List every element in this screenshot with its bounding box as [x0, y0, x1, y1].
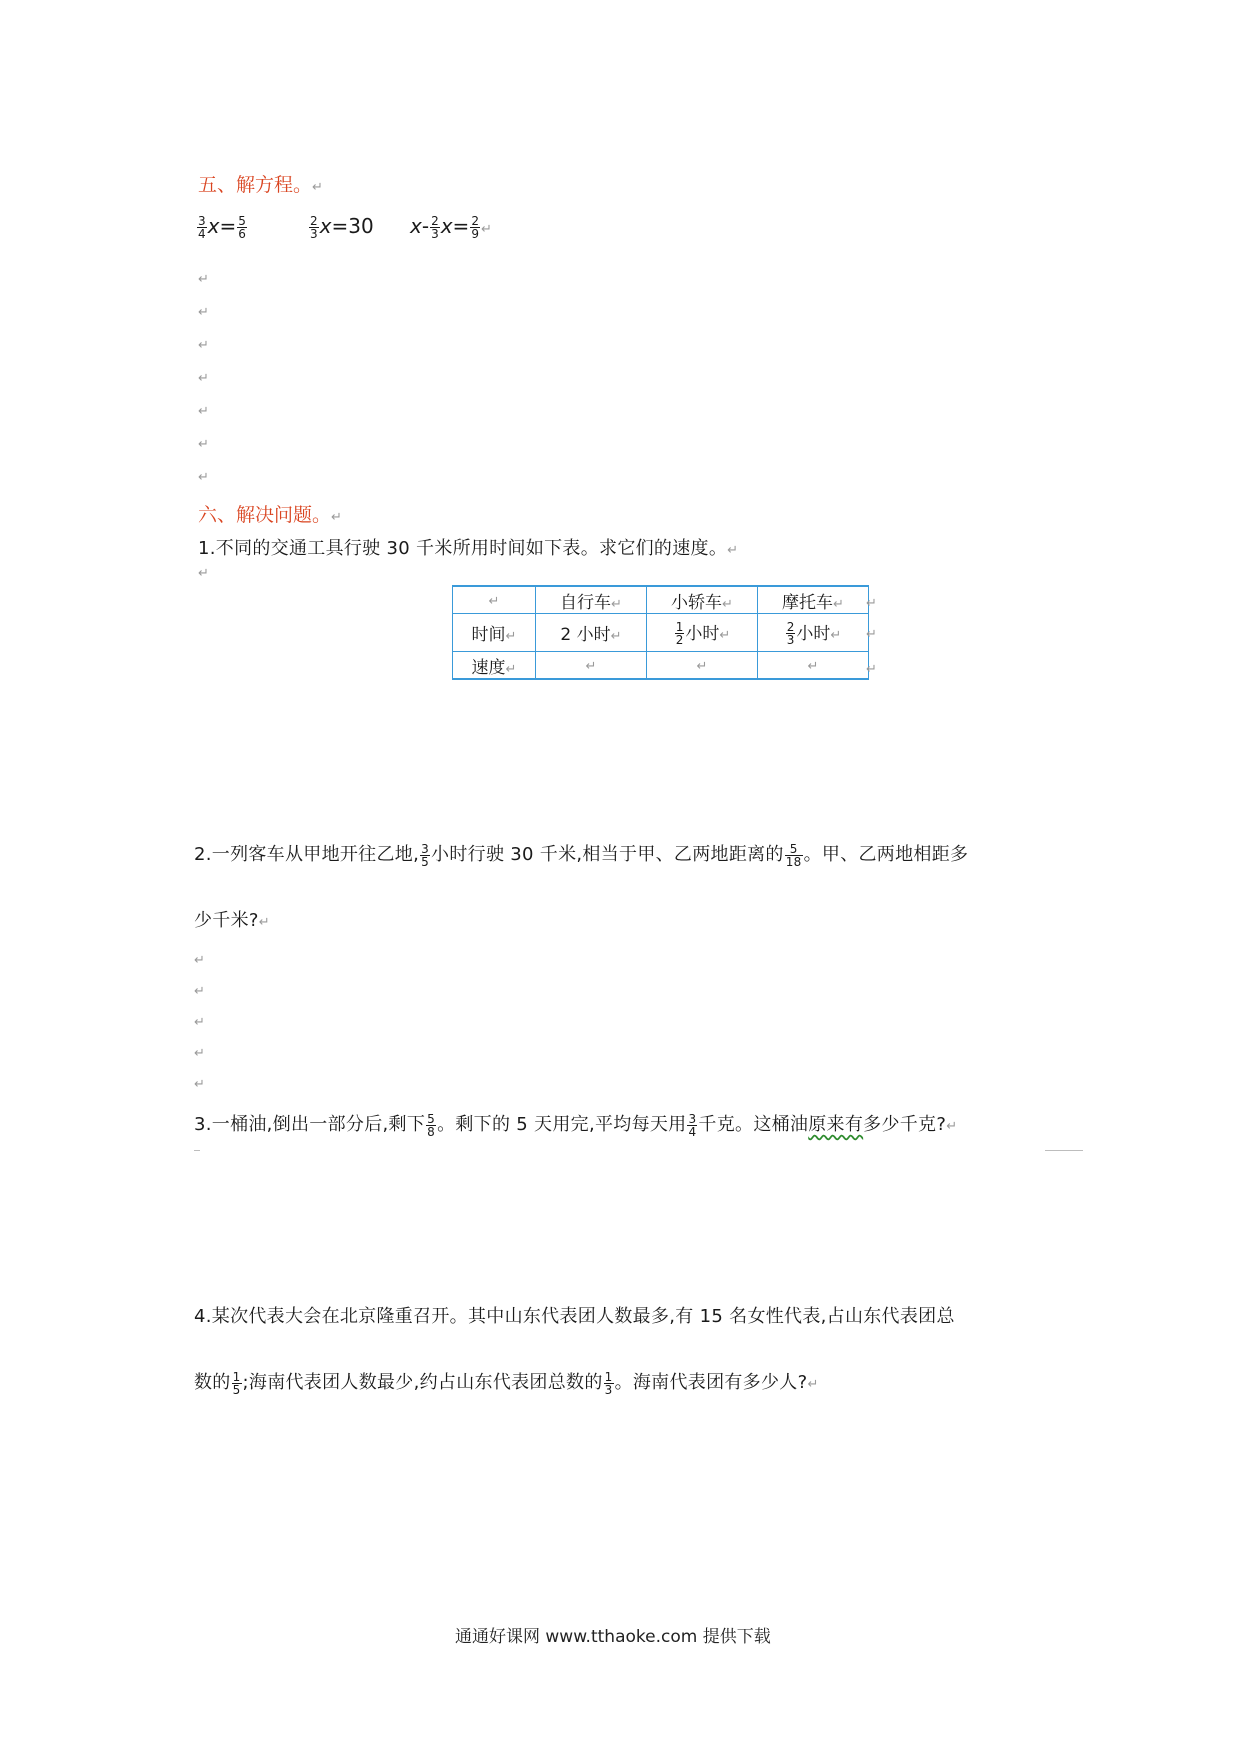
- return-mark: ↵: [194, 1046, 205, 1061]
- question-2-line1: 2.一列客车从甲地开往乙地, $\frac{3}{5}$ 小时行驶 30 千米,相当于甲、乙两地距离的 $\frac{5}{18}$ 。甲、乙两地相距多: [194, 841, 969, 869]
- return-mark: ↵: [198, 566, 209, 581]
- return-mark: ↵: [194, 1077, 205, 1092]
- return-mark: ↵: [866, 662, 877, 677]
- return-mark: ↵: [198, 371, 209, 386]
- table-label-time: 时间↵: [453, 614, 536, 652]
- section6-heading: 六、解决问题。↵: [198, 504, 342, 526]
- return-mark: ↵: [866, 596, 877, 611]
- speed-table: [452, 585, 869, 680]
- question-1: 1.不同的交通工具行驶 30 千米所用时间如下表。求它们的速度。↵: [198, 538, 739, 559]
- table-header-motorcycle: 摩托车↵: [758, 586, 869, 614]
- return-mark: ↵: [194, 953, 205, 968]
- table-cell-speed-moto: ↵: [758, 652, 869, 680]
- table-cell-corner: ↵: [453, 586, 536, 614]
- table-header-car: 小轿车↵: [647, 586, 758, 614]
- return-mark: ↵: [866, 627, 877, 642]
- question-3: 3.一桶油,倒出一部分后,剩下 $\frac{5}{8}$ 。剩下的 5 天用完,平均每天用 $\frac{3}{4}$ 千克。这桶油原来有多少千克?↵: [194, 1111, 958, 1139]
- page-divider-right: [1045, 1150, 1083, 1151]
- return-mark: ↵: [198, 404, 209, 419]
- table-cell-speed-car: ↵: [647, 652, 758, 680]
- equation-1: $\frac{3}{4}$ x= $\frac{5}{6}$: [198, 214, 246, 241]
- return-mark: ↵: [198, 437, 209, 452]
- table-row: [453, 586, 869, 614]
- table-header-bike: 自行车↵: [536, 586, 647, 614]
- return-mark: ↵: [198, 305, 209, 320]
- table-cell-time-moto: $\frac{2}{3}$ 小时↵: [758, 614, 869, 652]
- question-4-line1: 4.某次代表大会在北京隆重召开。其中山东代表团人数最多,有 15 名女性代表,占山东代表团总: [194, 1306, 955, 1327]
- table-row: [453, 652, 869, 680]
- table-label-speed: 速度↵: [453, 652, 536, 680]
- page-divider-left: [194, 1150, 200, 1151]
- return-mark: ↵: [194, 1015, 205, 1030]
- return-mark: ↵: [198, 338, 209, 353]
- equation-3: x- $\frac{2}{3}$ x= $\frac{2}{9}$ ↵: [410, 214, 492, 241]
- question-4-line2: 数的 $\frac{1}{5}$ ;海南代表团人数最少,约占山东代表团总数的 $\frac{1}{3}$ 。海南代表团有多少人?↵: [194, 1369, 819, 1397]
- return-mark: ↵: [198, 272, 209, 287]
- section5-heading: 五、解方程。↵: [198, 174, 323, 196]
- footer-credit: 通通好课网 www.tthaoke.com 提供下载: [455, 1627, 771, 1647]
- return-mark: ↵: [194, 984, 205, 999]
- return-mark: ↵: [198, 470, 209, 485]
- question-2-line2: 少千米?↵: [194, 910, 270, 931]
- table-cell-speed-bike: ↵: [536, 652, 647, 680]
- table-cell-time-car: $\frac{1}{2}$ 小时↵: [647, 614, 758, 652]
- table-row: [453, 614, 869, 652]
- table-cell-time-bike: 2 小时↵: [536, 614, 647, 652]
- equation-2: $\frac{2}{3}$ x=30: [310, 214, 374, 241]
